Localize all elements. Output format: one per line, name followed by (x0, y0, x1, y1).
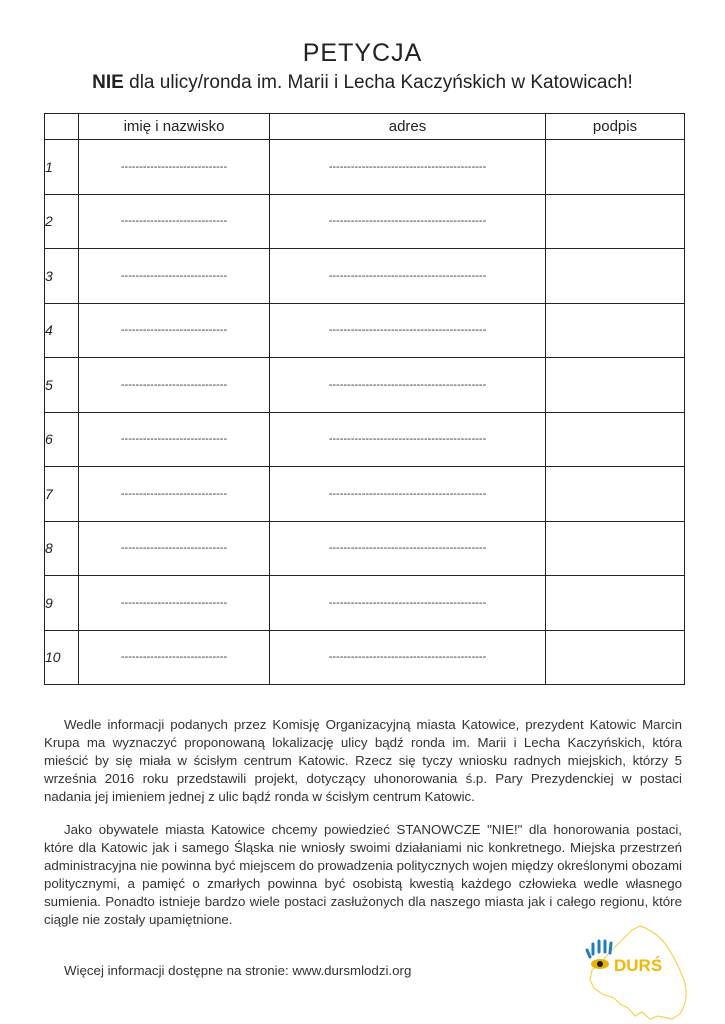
column-header-signature: podpis (546, 114, 685, 140)
address-field[interactable] (270, 412, 546, 467)
column-header-number (45, 114, 79, 140)
name-dash-line: ----------------------------- (120, 487, 228, 500)
table-header-row (45, 114, 685, 140)
page-title: PETYCJA (302, 39, 423, 67)
name-dash-line: ----------------------------- (120, 324, 228, 337)
name-dash-line: ----------------------------- (120, 215, 228, 228)
table-row (45, 358, 685, 413)
signature-table (44, 113, 685, 685)
subtitle-text: dla ulicy/ronda im. Marii i Lecha Kaczyńskich w Katowicach! (123, 72, 633, 93)
paragraph-info: Wedle informacji podanych przez Komisję Organizacyjną miasta Katowice, prezydent Katowic Marcin Krupa ma wyznaczyć proponowaną lokalizację ulicy bądź ronda im. Marii i Lecha Kaczyńskich, która mieścić by się miała w ścisłym centrum Katowic. Rzecz się tyczy wniosku radnych miejskich, którzy 5 września 2016 roku przedstawili projekt, dotyczący uhonorowania ś.p. Pary Prezydenckiej w postaci nadania jej imieniem jednej z ulic bądź ronda w ścisłym centrum Katowic. (44, 717, 682, 804)
signature-field[interactable] (546, 630, 685, 685)
address-field[interactable] (270, 140, 546, 195)
table-row (45, 630, 685, 685)
durs-logo (580, 920, 690, 1020)
header (0, 38, 725, 96)
address-field[interactable] (270, 249, 546, 304)
row-number: 3 (45, 249, 79, 304)
column-header-address: adres (270, 114, 546, 140)
address-dash-line: ------------------------------------------- (328, 215, 487, 228)
table-body (45, 140, 685, 685)
name-dash-line: ----------------------------- (120, 378, 228, 391)
address-dash-line: ------------------------------------------- (328, 160, 487, 173)
name-dash-line: ----------------------------- (120, 596, 228, 609)
footer-info: Więcej informacji dostępne na stronie: www.dursmlodzi.org (64, 963, 412, 978)
name-dash-line: ----------------------------- (120, 269, 228, 282)
signature-field[interactable] (546, 358, 685, 413)
name-field[interactable] (79, 140, 270, 195)
name-dash-line: ----------------------------- (120, 651, 228, 664)
paragraph-statement: Jako obywatele miasta Katowice chcemy powiedzieć STANOWCZE "NIE!" dla honorowania postaci, które dla Katowic jak i samego Śląska nie wniosły swoimi działaniami nic konkretnego. Miejska przestrzeń administracyjna nie powinna być miejscem do prowadzenia politycznych wojen między określonymi obozami politycznymi, a pamięć o zmarłych powinna być osobistą kwestią każdego człowieka wedle własnego sumienia. Ponadto istnieje bardzo wiele postaci zasłużonych dla naszego miasta jak i całego regionu, które ciągle nie zostały upamiętnione. (44, 822, 682, 927)
table-row (45, 521, 685, 576)
row-number: 9 (45, 576, 79, 631)
subtitle-emphasis: NIE (92, 72, 124, 93)
address-field[interactable] (270, 521, 546, 576)
row-number: 6 (45, 412, 79, 467)
signature-field[interactable] (546, 140, 685, 195)
row-number: 1 (45, 140, 79, 195)
address-dash-line: ------------------------------------------- (328, 324, 487, 337)
table-row (45, 194, 685, 249)
name-field[interactable] (79, 412, 270, 467)
table-row (45, 140, 685, 195)
address-dash-line: ------------------------------------------- (328, 596, 487, 609)
address-field[interactable] (270, 576, 546, 631)
row-number: 10 (45, 630, 79, 685)
address-dash-line: ------------------------------------------- (328, 433, 487, 446)
address-dash-line: ------------------------------------------- (328, 542, 487, 555)
signature-field[interactable] (546, 467, 685, 522)
row-number: 4 (45, 303, 79, 358)
address-dash-line: ------------------------------------------- (328, 378, 487, 391)
signature-field[interactable] (546, 412, 685, 467)
eye-pupil (597, 961, 603, 967)
name-field[interactable] (79, 467, 270, 522)
table-row (45, 303, 685, 358)
address-field[interactable] (270, 358, 546, 413)
signature-field[interactable] (546, 194, 685, 249)
name-field[interactable] (79, 630, 270, 685)
row-number: 5 (45, 358, 79, 413)
column-header-name: imię i nazwisko (79, 114, 270, 140)
address-field[interactable] (270, 303, 546, 358)
row-number: 7 (45, 467, 79, 522)
table-row (45, 249, 685, 304)
table-row (45, 576, 685, 631)
signature-field[interactable] (546, 521, 685, 576)
address-dash-line: ------------------------------------------- (328, 269, 487, 282)
row-number: 8 (45, 521, 79, 576)
address-field[interactable] (270, 467, 546, 522)
row-number: 2 (45, 194, 79, 249)
name-field[interactable] (79, 194, 270, 249)
table-row (45, 412, 685, 467)
name-dash-line: ----------------------------- (120, 433, 228, 446)
address-dash-line: ------------------------------------------- (328, 487, 487, 500)
name-dash-line: ----------------------------- (120, 160, 228, 173)
address-field[interactable] (270, 630, 546, 685)
logo-text: DURŚ (614, 956, 663, 975)
name-dash-line: ----------------------------- (120, 542, 228, 555)
name-field[interactable] (79, 576, 270, 631)
address-dash-line: ------------------------------------------- (328, 651, 487, 664)
address-field[interactable] (270, 194, 546, 249)
signature-field[interactable] (546, 249, 685, 304)
table-row (45, 467, 685, 522)
signature-field[interactable] (546, 576, 685, 631)
name-field[interactable] (79, 358, 270, 413)
name-field[interactable] (79, 249, 270, 304)
name-field[interactable] (79, 521, 270, 576)
signature-field[interactable] (546, 303, 685, 358)
page-subtitle (0, 70, 725, 96)
name-field[interactable] (79, 303, 270, 358)
petition-body (44, 716, 682, 944)
